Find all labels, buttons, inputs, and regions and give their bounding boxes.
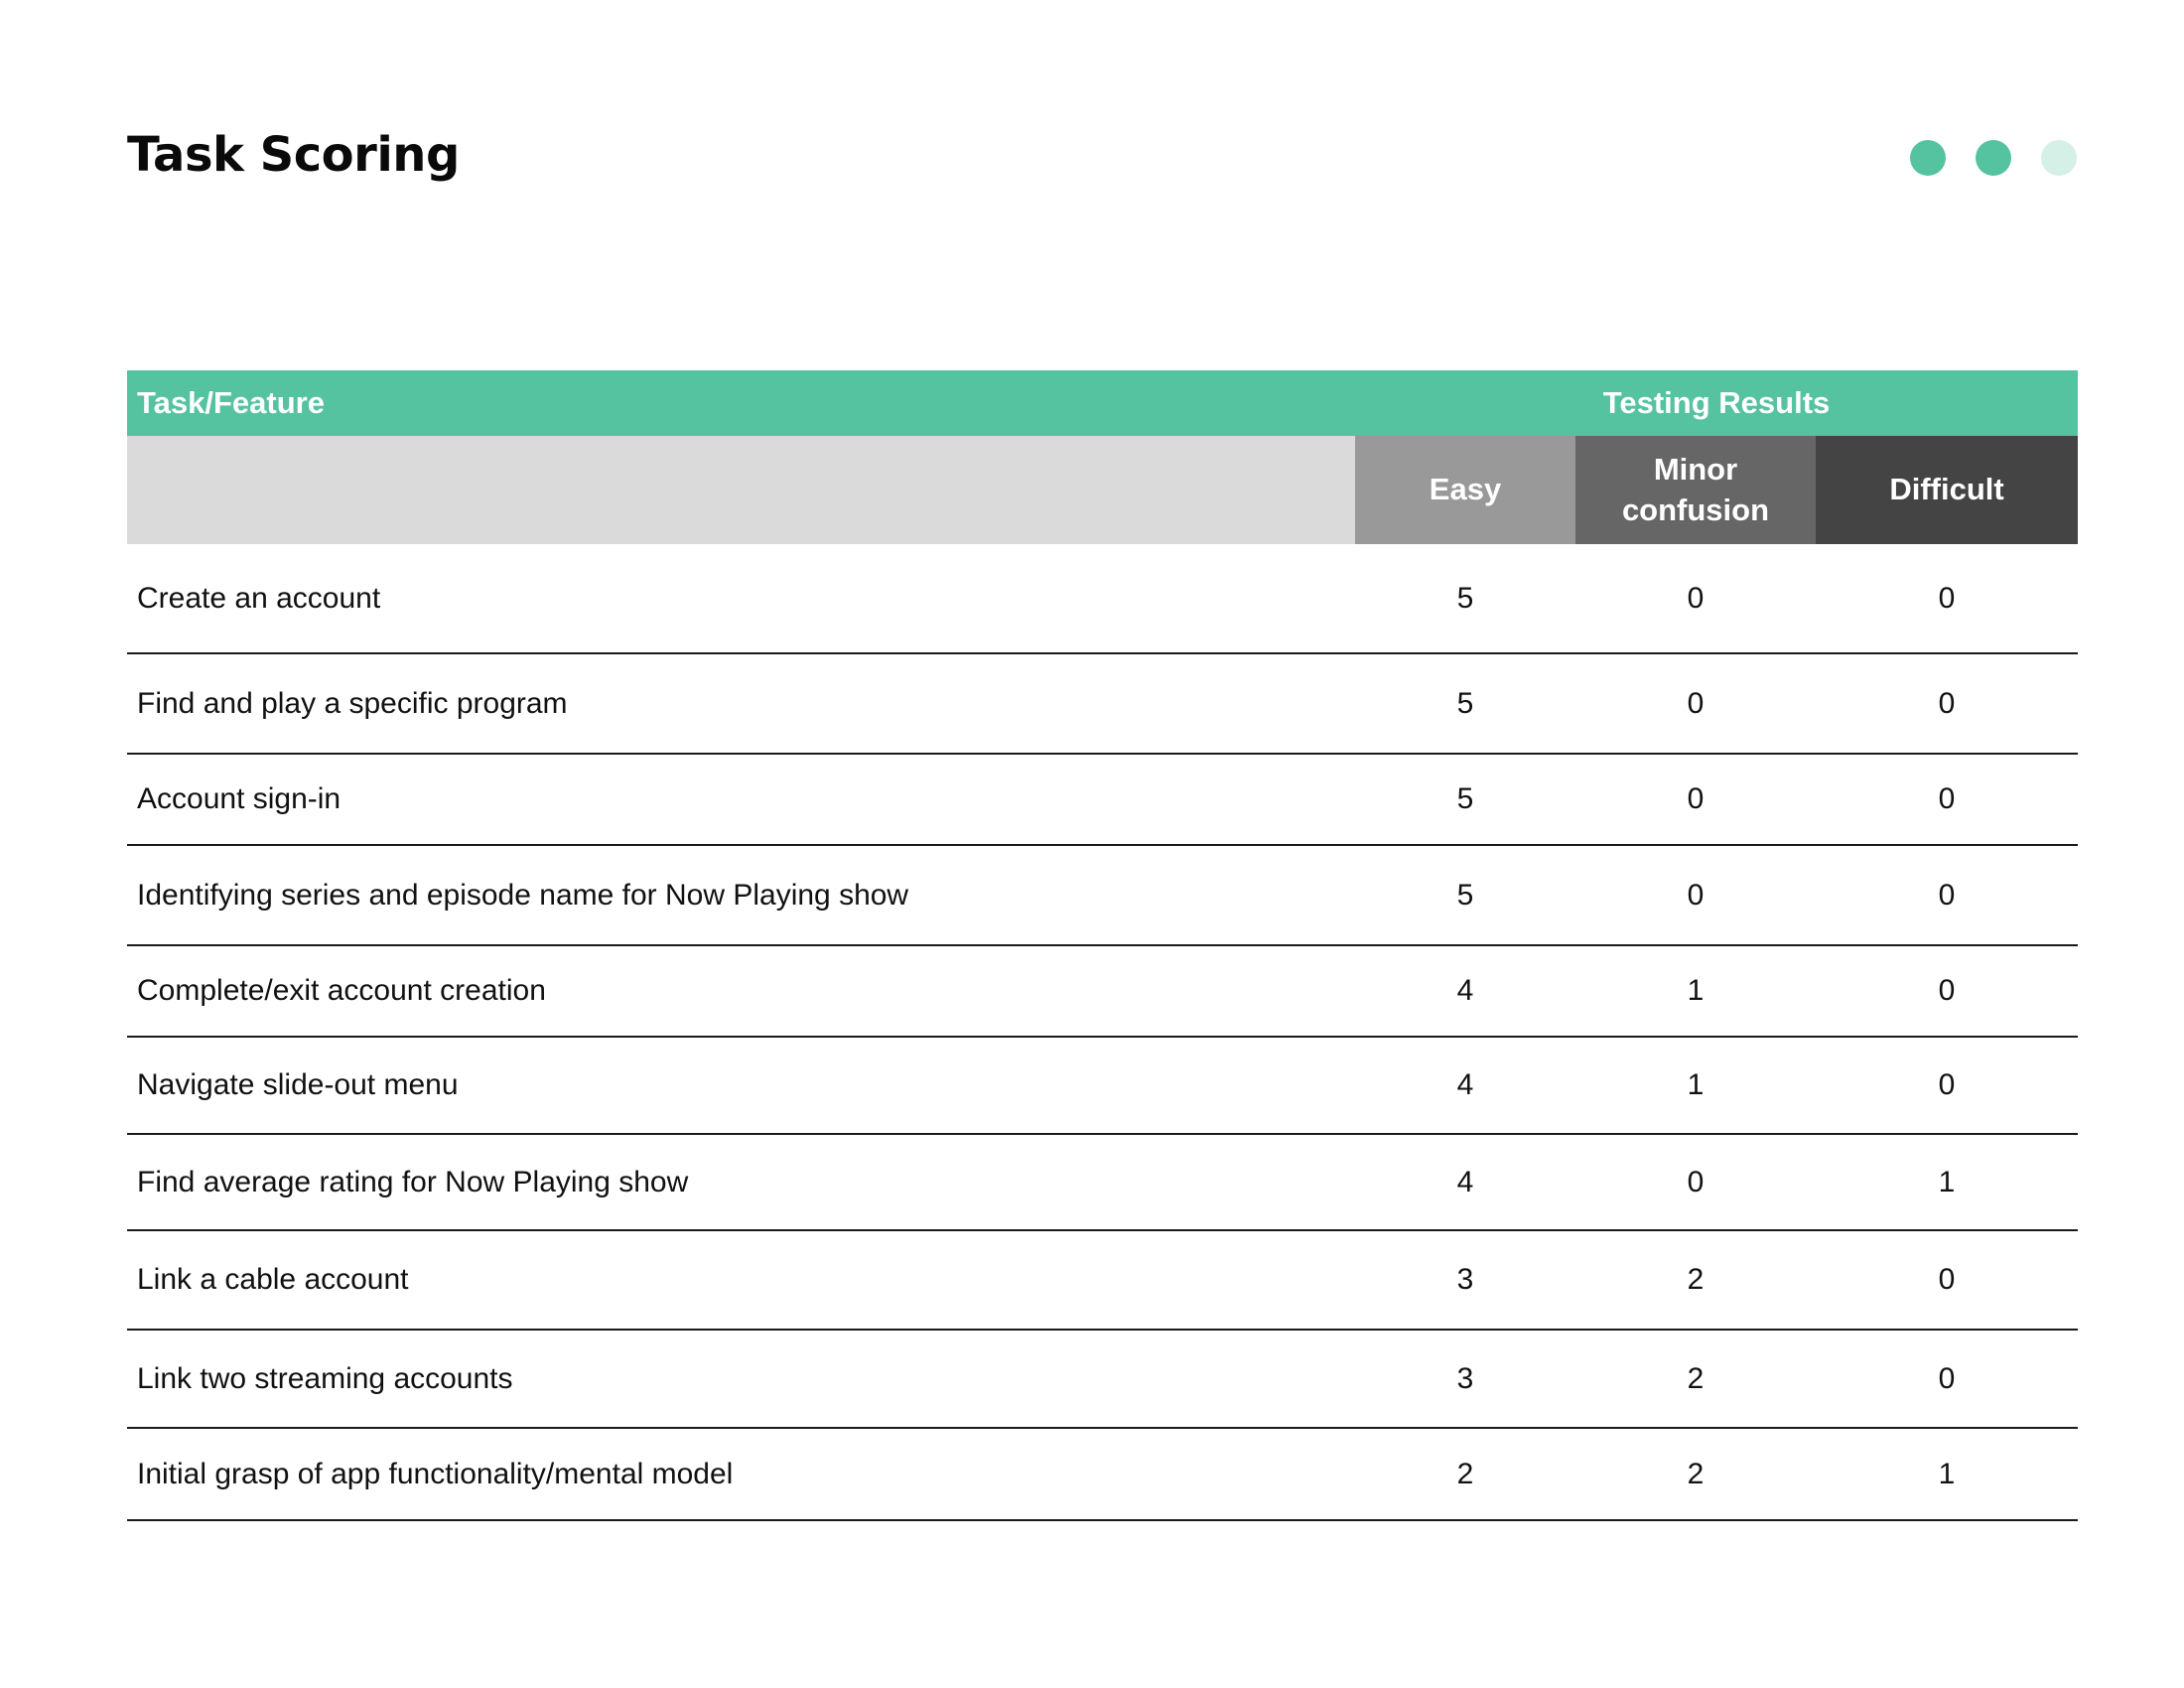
easy-count-cell: 5 — [1355, 754, 1575, 845]
task-cell: Link two streaming accounts — [127, 1330, 1355, 1428]
page-indicator-dot — [1910, 140, 1946, 176]
task-cell: Complete/exit account creation — [127, 945, 1355, 1037]
easy-count-cell: 2 — [1355, 1428, 1575, 1520]
difficult-count-cell: 0 — [1816, 754, 2078, 845]
minor-confusion-count-cell: 0 — [1575, 754, 1816, 845]
minor-confusion-count-cell: 1 — [1575, 945, 1816, 1037]
difficult-count-cell: 0 — [1816, 1230, 2078, 1330]
page-indicator-dot — [1976, 140, 2011, 176]
task-cell: Account sign-in — [127, 754, 1355, 845]
page-indicator-dot — [2041, 140, 2077, 176]
task-cell: Find and play a specific program — [127, 653, 1355, 754]
table-row — [127, 1230, 2078, 1330]
task-scoring-table — [127, 370, 2078, 1521]
easy-count-cell: 3 — [1355, 1230, 1575, 1330]
easy-count-cell: 4 — [1355, 945, 1575, 1037]
minor-confusion-count-cell: 0 — [1575, 653, 1816, 754]
difficult-count-cell: 0 — [1816, 1330, 2078, 1428]
task-cell: Create an account — [127, 544, 1355, 653]
table-row — [127, 845, 2078, 945]
table-row — [127, 544, 2078, 653]
minor-confusion-count-cell: 2 — [1575, 1330, 1816, 1428]
minor-confusion-count-cell: 0 — [1575, 845, 1816, 945]
minor-confusion-count-cell: 0 — [1575, 1134, 1816, 1230]
difficult-count-cell: 0 — [1816, 1037, 2078, 1134]
subheader-blank-cell — [127, 436, 1355, 544]
easy-column-header: Easy — [1355, 436, 1575, 544]
table-row — [127, 1134, 2078, 1230]
table-subheader-row — [127, 436, 2078, 544]
task-feature-header: Task/Feature — [127, 370, 1355, 436]
table-row — [127, 1037, 2078, 1134]
testing-results-header: Testing Results — [1355, 370, 2078, 436]
easy-count-cell: 5 — [1355, 544, 1575, 653]
minor-confusion-column-header — [1575, 436, 1816, 544]
table-row — [127, 1428, 2078, 1520]
difficult-count-cell: 0 — [1816, 653, 2078, 754]
page-title: Task Scoring — [127, 127, 460, 183]
difficult-count-cell: 0 — [1816, 945, 2078, 1037]
easy-count-cell: 5 — [1355, 653, 1575, 754]
table-row — [127, 945, 2078, 1037]
minor-confusion-label: Minor confusion — [1621, 452, 1770, 527]
page-indicator — [1910, 140, 2077, 176]
easy-count-cell: 5 — [1355, 845, 1575, 945]
task-cell: Initial grasp of app functionality/mental model — [127, 1428, 1355, 1520]
task-cell: Identifying series and episode name for Now Playing show — [127, 845, 1355, 945]
easy-count-cell: 3 — [1355, 1330, 1575, 1428]
table-body — [127, 544, 2078, 1520]
minor-confusion-count-cell: 0 — [1575, 544, 1816, 653]
difficult-column-header: Difficult — [1816, 436, 2078, 544]
easy-count-cell: 4 — [1355, 1134, 1575, 1230]
table-row — [127, 653, 2078, 754]
difficult-count-cell: 1 — [1816, 1134, 2078, 1230]
difficult-count-cell: 1 — [1816, 1428, 2078, 1520]
task-cell: Link a cable account — [127, 1230, 1355, 1330]
easy-count-cell: 4 — [1355, 1037, 1575, 1134]
minor-confusion-count-cell: 2 — [1575, 1428, 1816, 1520]
minor-confusion-count-cell: 2 — [1575, 1230, 1816, 1330]
task-cell: Find average rating for Now Playing show — [127, 1134, 1355, 1230]
minor-confusion-count-cell: 1 — [1575, 1037, 1816, 1134]
task-cell: Navigate slide-out menu — [127, 1037, 1355, 1134]
task-scoring-table-container — [127, 370, 2078, 1521]
difficult-count-cell: 0 — [1816, 845, 2078, 945]
table-row — [127, 1330, 2078, 1428]
difficult-count-cell: 0 — [1816, 544, 2078, 653]
table-row — [127, 754, 2078, 845]
table-header-row — [127, 370, 2078, 436]
